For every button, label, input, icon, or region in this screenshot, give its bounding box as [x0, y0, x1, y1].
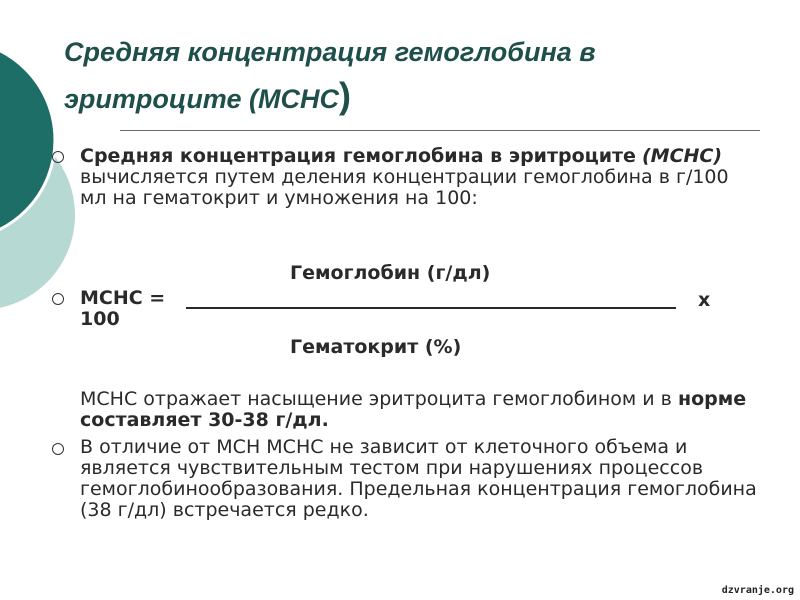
norm-paragraph — [80, 389, 760, 431]
formula-numerator: Гемоглобин (г/дл) — [290, 262, 491, 284]
intro-abbr: (MCHC) — [642, 145, 723, 167]
formula-label: MCHC = — [80, 287, 166, 309]
formula-denominator: Гематокрит (%) — [290, 336, 462, 358]
norm-text: MCHC отражает насыщение эритроцита гемоглобином и в — [80, 388, 672, 410]
fraction-line — [186, 307, 676, 309]
title-paren: ) — [338, 75, 351, 116]
bullet-icon — [52, 293, 64, 305]
watermark: dzvranje.org — [721, 585, 794, 596]
slide-title — [64, 30, 764, 121]
intro-text: вычисляется путем деления концентрации гемоглобина в г/100 мл на гематокрит и умножения на 100: — [80, 166, 729, 209]
title-line-2: эритроците (MCHC) — [64, 75, 351, 116]
formula-multiplier-100: 100 — [80, 308, 120, 330]
bullet-icon — [52, 151, 64, 163]
title-divider — [120, 130, 760, 131]
bullet-icon — [52, 443, 64, 455]
title-line-1: Средняя концентрация гемоглобина в — [64, 37, 596, 67]
intro-paragraph — [80, 146, 760, 209]
comparison-paragraph: В отличие от MCH MCHC не зависит от клеточного объема и является чувствительным тестом при нарушениях процессов гемоглобинообразования. Предельная концентрация гемоглобина (38 г/дл) встречается редко. — [80, 436, 757, 521]
formula-multiplier-x: x — [698, 289, 711, 311]
intro-term: Средняя концентрация гемоглобина в эритроците — [80, 145, 636, 167]
norm-bold: норме составляет 30-38 г/дл. — [80, 388, 747, 431]
